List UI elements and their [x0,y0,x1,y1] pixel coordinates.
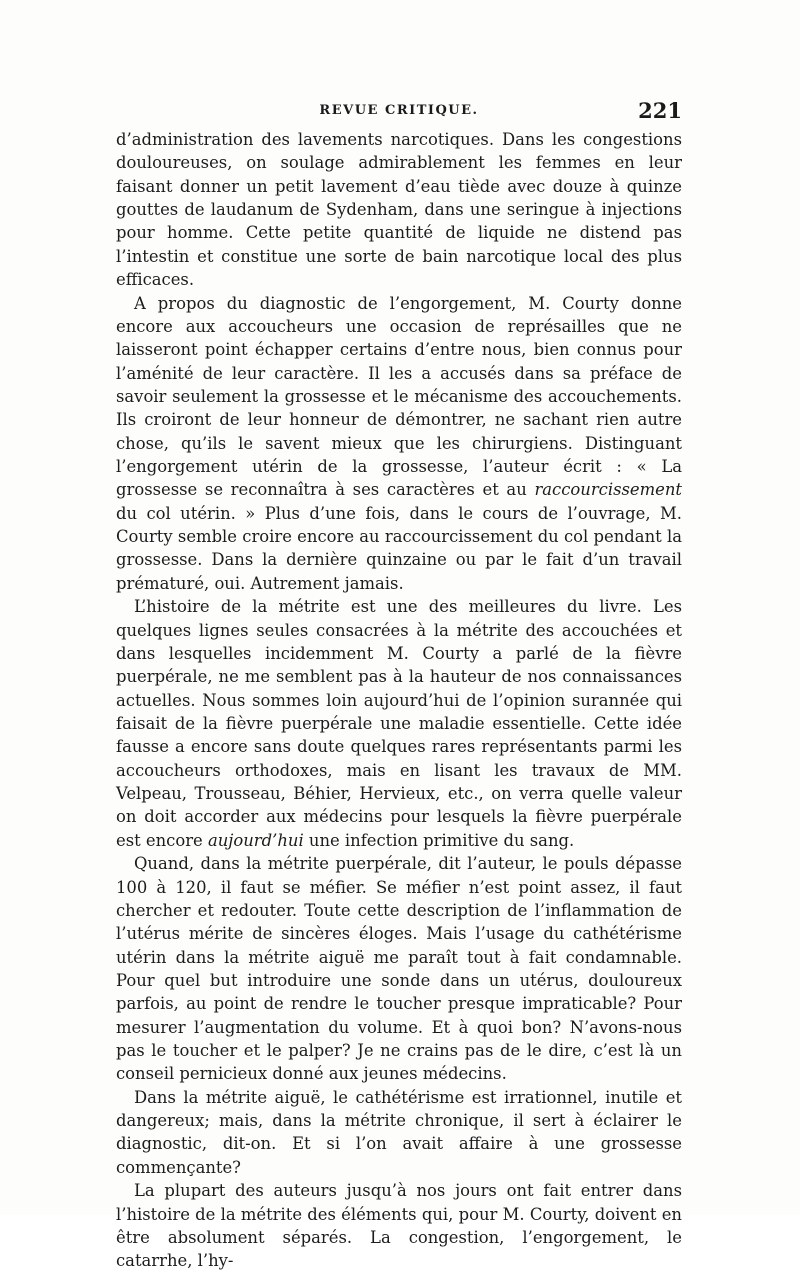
running-head [116,99,682,123]
page-number: 221 [638,98,682,123]
paragraph-text: A propos du diagnostic de l’engorgement, M. Courty donne encore aux accoucheurs une occasion de représailles que ne laisseront point échapper certains d’entre nous, bien connus pour l’aménité de leur caractère. Il les a accusés dans sa préface de savoir seulement la grossesse et le mécanisme des accouchements. Ils croiront de leur honneur de démontrer, ne sachant rien autre chose, qu’ils le savent mieux que les chirurgiens. Distinguant l’engorgement utérin de la grossesse, l’auteur écrit : « La grossesse se reconnaîtra à ses caractères et au [116,293,682,500]
paragraph-diagnostic-engorgement [116,292,682,596]
paragraph-auteurs: La plupart des auteurs jusqu’à nos jours ont fait entrer dans l’histoire de la métrite des éléments qui, pour M. Courty, doivent en être absolument séparés. La congestion, l’engorgement, le catarrhe, l’hy- [116,1181,682,1271]
paragraph-histoire-metrite [116,595,682,852]
paragraph-text: du col utérin. » Plus d’une fois, dans le cours de l’ouvrage, M. Courty semble croire encore au raccourcissement du col pendant la grossesse. Dans la dernière quinzaine ou par le fait d’un travail prématuré, oui. Autrement jamais. [116,503,682,593]
body-text [116,128,682,1273]
paragraph-continuation: d’administration des lavements narcotiques. Dans les congestions douloureuses, on soulage admirablement les femmes en leur faisant donner un petit lavement d’eau tiède avec douze à quinze gouttes de laudanum de Sydenham, dans une seringue à injections pour homme. Cette petite quantité de liquide ne distend pas l’intestin et constitue une sorte de bain narcotique local des plus efficaces. [116,130,682,290]
paragraph-text: L’histoire de la métrite est une des meilleures du livre. Les quelques lignes seules consacrées à la métrite des accouchées et dans lesquelles incidemment M. Courty a parlé de la fièvre puerpérale, ne me semblent pas à la hauteur de nos connaissances actuelles. Nous sommes loin aujourd’hui de l’opinion surannée qui faisait de la fièvre puerpérale une maladie essentielle. Cette idée fausse a encore sans doute quelques rares représentants parmi les accoucheurs orthodoxes, mais en lisant les travaux de MM. Velpeau, Trousseau, Béhier, Hervieux, etc., on verra quelle valeur on doit accorder aux médecins pour lesquels la fièvre puerpérale est encore [116,597,682,850]
italic-term: aujourd’hui [207,830,304,850]
paragraph-text: une infection primitive du sang. [303,830,575,850]
italic-term: raccourcissement [534,480,682,500]
running-title: REVUE CRITIQUE. [319,103,479,118]
paragraph-metrite-puerperale: Quand, dans la métrite puerpérale, dit l’auteur, le pouls dépasse 100 à 120, il faut se méfier. Se méfier n’est point assez, il faut chercher et redouter. Toute cette description de l’inflammation de l’utérus mérite de sincères éloges. Mais l’usage du cathétérisme utérin dans la métrite aiguë me paraît tout à fait condamnable. Pour quel but introduire une sonde dans un utérus, douloureux parfois, au point de rendre le toucher presque impraticable? Pour mesurer l’augmentation du volume. Et à quoi bon? N’avons-nous pas le toucher et le palper? Je ne crains pas de le dire, c’est là un conseil pernicieux donné aux jeunes médecins. [116,854,682,1084]
paragraph-metrite-aigue: Dans la métrite aiguë, le cathétérisme est irrationnel, inutile et dangereux; mais, dans la métrite chronique, il sert à éclairer le diagnostic, dit-on. Et si l’on avait affaire à une grossesse commençante? [116,1087,682,1177]
